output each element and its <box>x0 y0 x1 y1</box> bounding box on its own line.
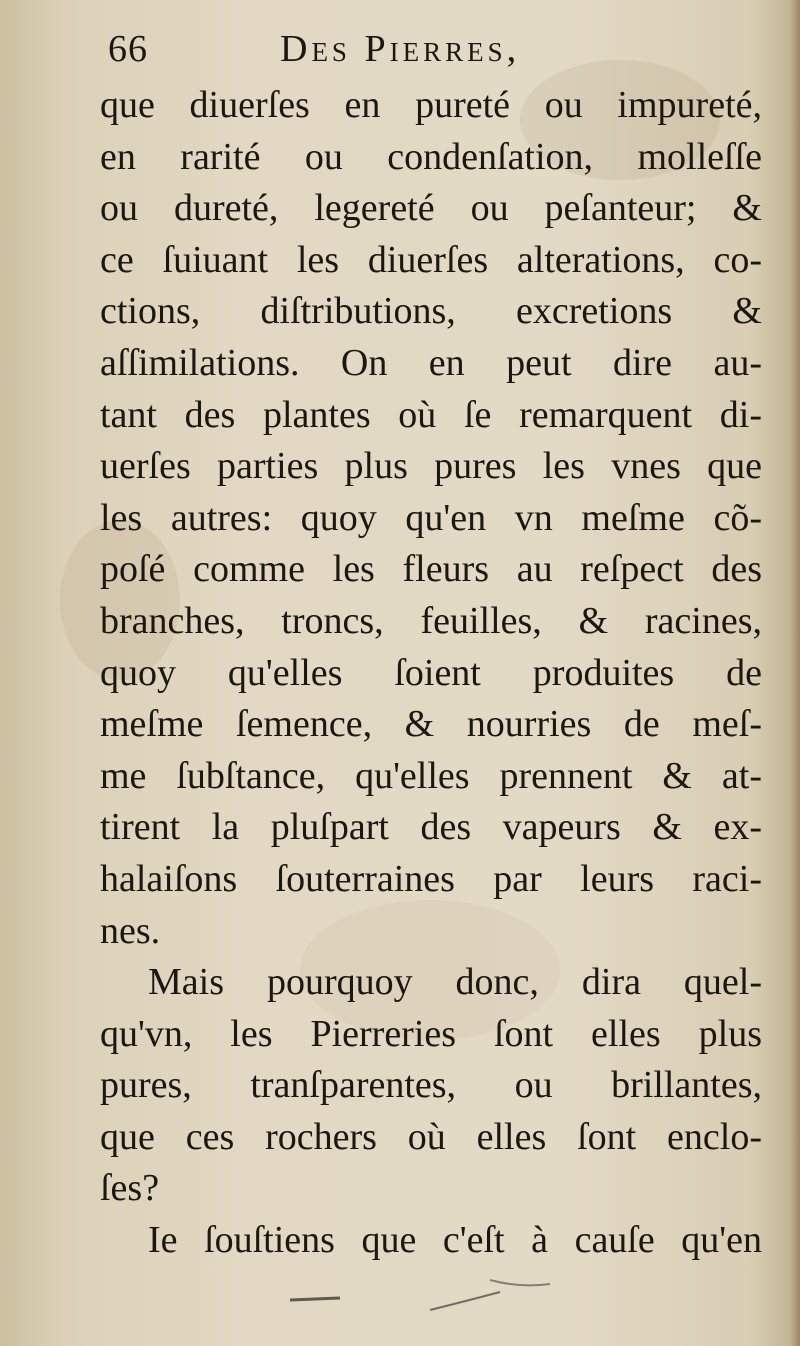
page-number: 66 <box>108 28 148 70</box>
ink-smudge <box>230 1270 570 1320</box>
text-line: tant des plantes où ſe remarquent di- <box>100 393 762 436</box>
text-line: branches, troncs, feuilles, & racines, <box>100 599 762 642</box>
text-line: pures, tranſparentes, ou brillantes, <box>100 1064 762 1107</box>
page-text-block <box>100 18 762 1267</box>
text-line: ce ſuiuant les diuerſes alterations, co- <box>100 238 762 281</box>
text-line: tirent la pluſpart des vapeurs & ex- <box>100 806 762 849</box>
text-line: ou dureté, legereté ou peſanteur; & <box>100 187 762 230</box>
text-line: que diuerſes en pureté ou impureté, <box>100 84 762 126</box>
text-line: qu'vn, les Pierreries ſont elles plus <box>100 1012 762 1055</box>
text-line: les autres: quoy qu'en vn meſme cõ- <box>100 496 762 539</box>
page-header <box>100 18 762 80</box>
text-line: meſme ſemence, & nourries de meſ- <box>100 703 762 746</box>
running-title: Des Pierres, <box>280 28 521 70</box>
text-line: halaiſons ſouterraines par leurs raci- <box>100 857 762 900</box>
text-line: en rarité ou condenſation, molleſſe <box>100 135 762 178</box>
text-line: Mais pourquoy donc, dira quel- <box>148 961 762 1004</box>
text-line: uerſes parties plus pures les vnes que <box>100 445 762 488</box>
text-line: ſes? <box>100 1167 160 1210</box>
page-edge-shadow <box>790 0 800 1346</box>
text-line: ctions, diſtributions, excretions & <box>100 290 762 333</box>
text-line: poſé comme les fleurs au reſpect des <box>100 548 762 591</box>
text-line: aſſimilations. On en peut dire au- <box>100 341 762 384</box>
text-line: que ces rochers où elles ſont enclo- <box>100 1115 762 1158</box>
text-line: quoy qu'elles ſoient produites de <box>100 651 762 694</box>
text-line: nes. <box>100 909 161 952</box>
text-line: Ie ſouſtiens que c'eſt à cauſe qu'en <box>148 1219 762 1262</box>
text-line: me ſubſtance, qu'elles prennent & at- <box>100 754 762 797</box>
